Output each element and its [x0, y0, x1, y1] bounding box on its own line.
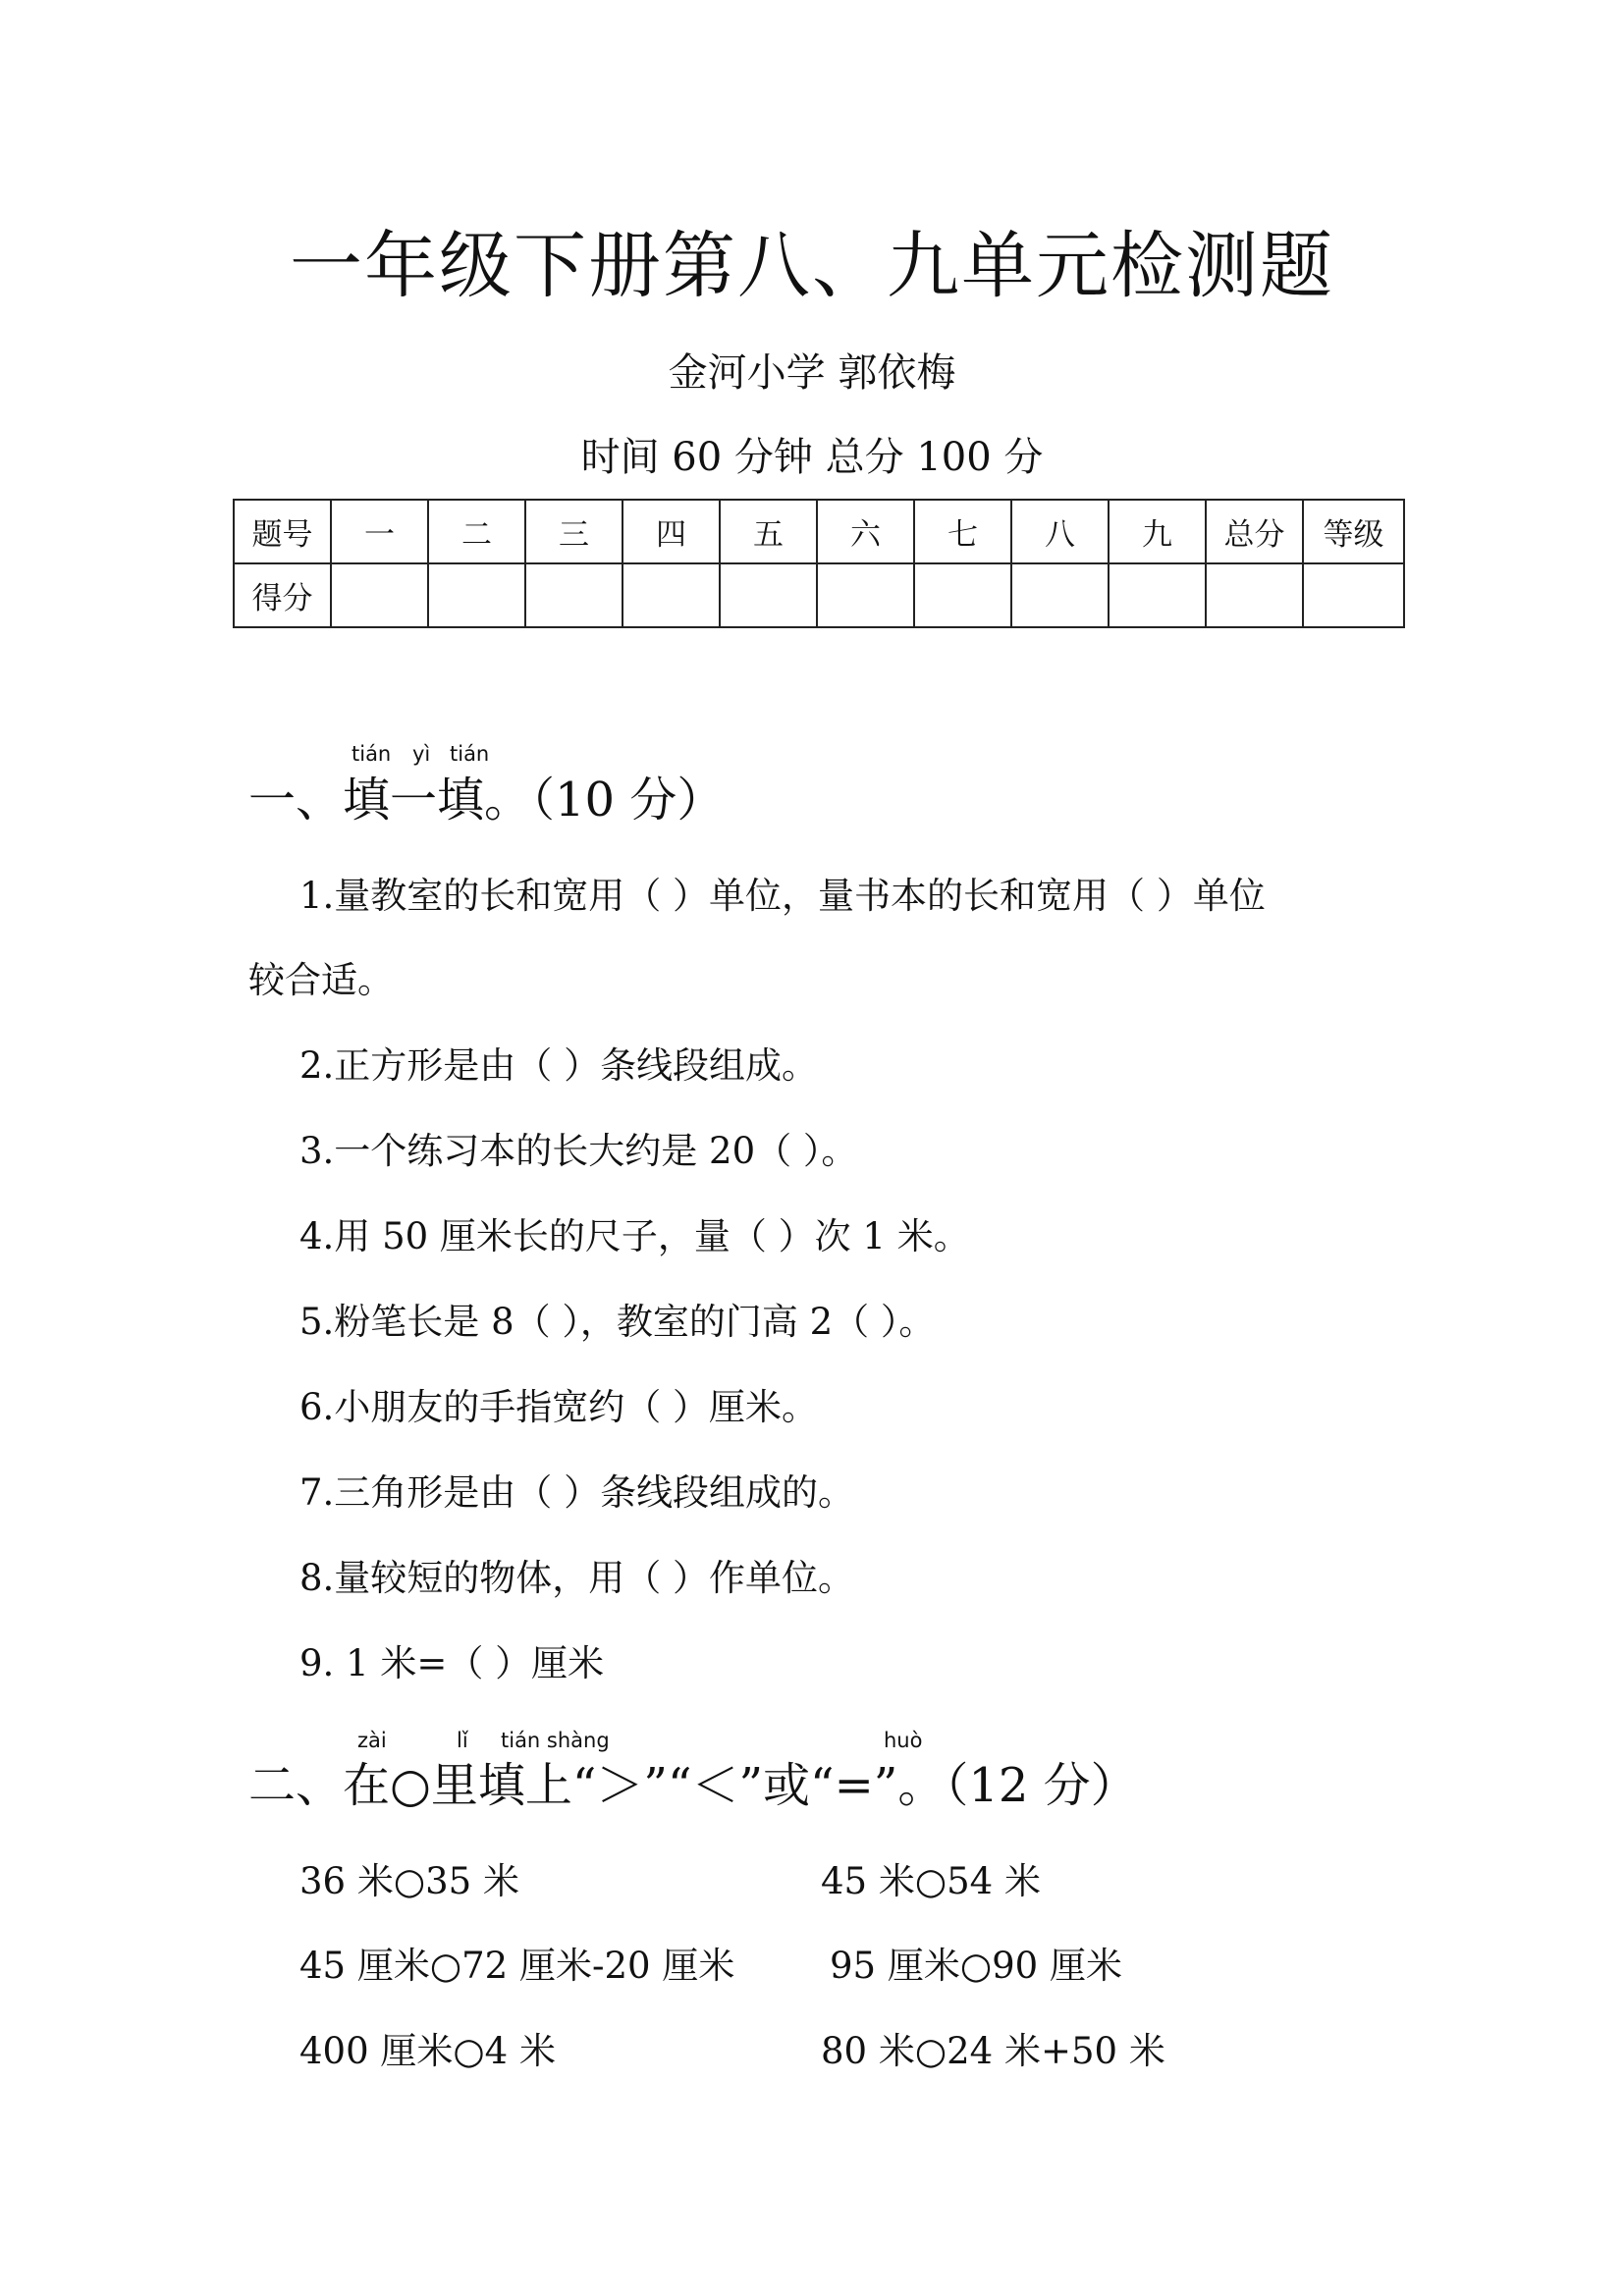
score-input-cell[interactable] [331, 563, 428, 627]
question-4: 4.用 50 厘米长的尺子，量（ ）次 1 米。 [299, 1215, 970, 1257]
table-cell: 总分 [1206, 500, 1303, 563]
question-1: 1.量教室的长和宽用（ ）单位，量书本的长和宽用（ ）单位 [299, 875, 1266, 917]
table-cell: 得分 [234, 563, 331, 627]
pinyin-huo: huò [884, 1729, 923, 1752]
question-3: 3.一个练习本的长大约是 20（ ）。 [299, 1130, 858, 1172]
compare-item: 400 厘米○4 米 [299, 2030, 556, 2072]
table-cell: 题号 [234, 500, 331, 563]
compare-item: 80 米○24 米+50 米 [821, 2030, 1165, 2072]
score-input-cell[interactable] [1109, 563, 1206, 627]
question-6: 6.小朋友的手指宽约（ ）厘米。 [299, 1386, 819, 1428]
compare-item: 36 米○35 米 [299, 1860, 519, 1902]
section-1-title: 一、填一填。（10 分） [248, 773, 725, 828]
pinyin-zai: zài [357, 1729, 387, 1752]
question-8: 8.量较短的物体，用（ ）作单位。 [299, 1557, 855, 1599]
score-table-score-row [234, 563, 1404, 627]
table-cell: 一 [331, 500, 428, 563]
pinyin-li: lǐ [457, 1729, 468, 1752]
compare-item: 95 厘米○90 厘米 [830, 1945, 1122, 1987]
score-table-header-row [234, 500, 1404, 563]
question-5: 5.粉笔长是 8（ ），教室的门高 2（ ）。 [299, 1301, 936, 1343]
page-title: 一年级下册第八、九单元检测题 [290, 224, 1334, 308]
pinyin-tian-shang: tián shàng [501, 1729, 610, 1752]
table-cell: 二 [428, 500, 525, 563]
score-table [233, 499, 1405, 628]
table-cell: 四 [623, 500, 720, 563]
score-input-cell[interactable] [817, 563, 914, 627]
score-input-cell[interactable] [1011, 563, 1109, 627]
score-input-cell[interactable] [623, 563, 720, 627]
table-cell: 五 [720, 500, 817, 563]
score-input-cell[interactable] [428, 563, 525, 627]
score-input-cell[interactable] [1303, 563, 1404, 627]
score-input-cell[interactable] [720, 563, 817, 627]
time-info: 时间 60 分钟 总分 100 分 [580, 435, 1044, 480]
score-input-cell[interactable] [525, 563, 623, 627]
compare-item: 45 厘米○72 厘米-20 厘米 [299, 1945, 735, 1987]
score-input-cell[interactable] [1206, 563, 1303, 627]
pinyin-tian: tián [450, 742, 490, 766]
table-cell: 等级 [1303, 500, 1404, 563]
question-1-continued: 较合适。 [248, 959, 394, 1001]
section-2-title: 二、在○里填上“＞”“＜”或“=”。（12 分） [248, 1758, 1138, 1813]
author-line: 金河小学 郭依梅 [668, 350, 956, 396]
question-9: 9. 1 米=（ ）厘米 [299, 1642, 605, 1684]
table-cell: 八 [1011, 500, 1109, 563]
question-7: 7.三角形是由（ ）条线段组成的。 [299, 1471, 855, 1514]
score-input-cell[interactable] [914, 563, 1011, 627]
table-cell: 三 [525, 500, 623, 563]
pinyin-yi: yì [412, 742, 431, 766]
table-cell: 九 [1109, 500, 1206, 563]
table-cell: 六 [817, 500, 914, 563]
table-cell: 七 [914, 500, 1011, 563]
question-2: 2.正方形是由（ ）条线段组成。 [299, 1044, 819, 1087]
compare-item: 45 米○54 米 [821, 1860, 1041, 1902]
pinyin-tian: tián [352, 742, 392, 766]
